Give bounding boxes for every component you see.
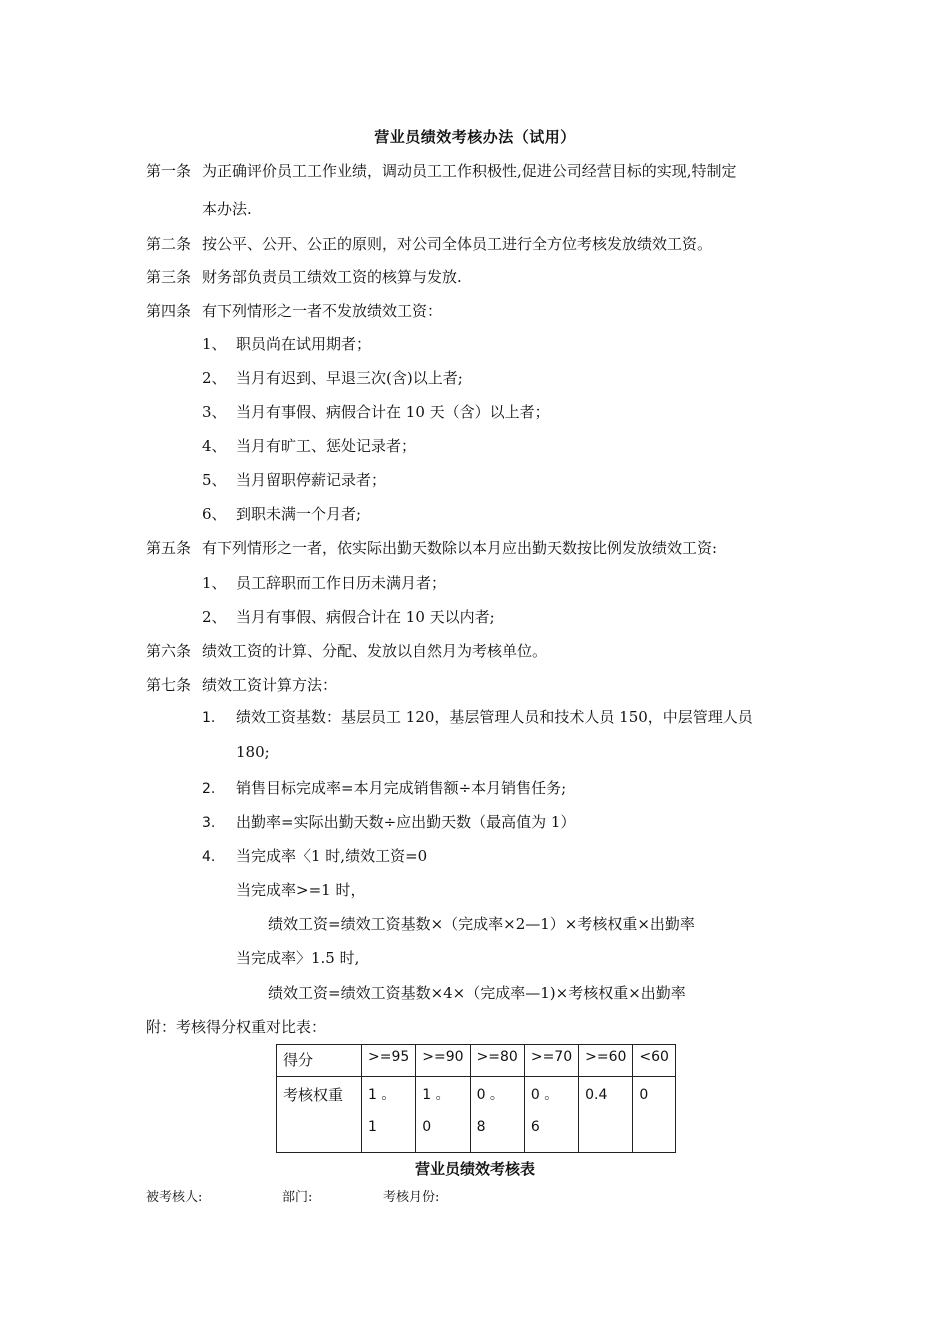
list-item-text: 当月有事假、病假合计在 10 天（含）以上者；	[236, 403, 550, 421]
list-item-number: 3.	[202, 815, 216, 831]
list-item	[202, 401, 550, 422]
list-item	[202, 606, 495, 627]
list-item-continuation: 180;	[236, 743, 270, 761]
table-cell: 0.4	[579, 1077, 633, 1153]
article-text: 绩效工资计算方法：	[202, 676, 338, 694]
list-item-text: 当完成率〈1 时,绩效工资=0	[236, 847, 428, 865]
table-cell: 0 。 8	[470, 1077, 524, 1153]
list-item-number: 4.	[202, 849, 216, 865]
list-item	[202, 845, 427, 866]
formula-text: 绩效工资=绩效工资基数×4×（完成率—1)×考核权重×出勤率	[268, 984, 686, 1002]
article-text: 绩效工资的计算、分配、发放以自然月为考核单位。	[202, 642, 548, 660]
list-item-text: 员工辞职而工作日历未满月者；	[236, 574, 447, 592]
table-cell: 1 。 1	[362, 1077, 416, 1153]
article-4	[146, 300, 442, 321]
list-item-text: 职员尚在试用期者；	[236, 335, 372, 353]
list-item	[202, 777, 566, 798]
list-item-number: 3、	[202, 403, 227, 421]
table-row-label: 考核权重	[277, 1077, 362, 1153]
list-item-text: 当月有旷工、惩处记录者；	[236, 437, 417, 455]
article-text: 财务部负责员工绩效工资的核算与发放.	[202, 268, 462, 286]
appendix-label: 附：考核得分权重对比表：	[146, 1018, 327, 1036]
list-item-number: 1、	[202, 574, 227, 592]
article-7	[146, 674, 337, 695]
table-header-cell: >=95	[362, 1045, 416, 1077]
table-header-cell: >=90	[416, 1045, 470, 1077]
article-label: 第二条	[146, 235, 192, 253]
list-item-number: 1.	[202, 710, 216, 726]
list-item	[202, 572, 446, 593]
table-header-cell: >=70	[524, 1045, 578, 1077]
list-item	[202, 435, 416, 456]
month-label: 考核月份:	[383, 1190, 440, 1205]
list-item	[202, 811, 575, 832]
formula-text: 绩效工资=绩效工资基数×（完成率×2—1）×考核权重×出勤率	[268, 915, 695, 933]
list-item-number: 1、	[202, 335, 227, 353]
article-label: 第一条	[146, 162, 192, 180]
document-title: 营业员绩效考核办法（试用）	[374, 128, 576, 146]
article-2	[146, 233, 712, 254]
table-row	[277, 1077, 676, 1153]
article-text: 有下列情形之一者不发放绩效工资：	[202, 302, 443, 320]
table-header-cell: <60	[633, 1045, 676, 1077]
table-cell: 0 。 6	[524, 1077, 578, 1153]
list-item	[202, 706, 753, 727]
condition-text: 当完成率〉1.5 时,	[236, 949, 360, 967]
article-6	[146, 640, 547, 661]
article-1	[146, 160, 737, 181]
list-item-number: 2.	[202, 781, 216, 797]
article-text: 有下列情形之一者，依实际出勤天数除以本月应出勤天数按比例发放绩效工资:	[202, 539, 718, 557]
table-cell: 0	[633, 1077, 676, 1153]
list-item	[202, 333, 371, 354]
article-label: 第四条	[146, 302, 192, 320]
weight-table	[276, 1044, 676, 1153]
reviewee-label: 被考核人:	[146, 1190, 203, 1205]
article-1-continuation: 本办法.	[202, 200, 252, 218]
department-label: 部门:	[282, 1190, 313, 1205]
form-title: 营业员绩效考核表	[414, 1160, 535, 1178]
table-header-cell: >=60	[579, 1045, 633, 1077]
condition-text: 当完成率>=1 时，	[236, 881, 366, 899]
article-3	[146, 266, 462, 287]
article-text: 为正确评价员工工作业绩，调动员工工作积极性,促进公司经营目标的实现,特制定	[202, 162, 737, 180]
table-header-cell: >=80	[470, 1045, 524, 1077]
table-cell: 1 。 0	[416, 1077, 470, 1153]
list-item-number: 6、	[202, 505, 227, 523]
list-item-text: 当月留职停薪记录者；	[236, 471, 387, 489]
article-label: 第七条	[146, 676, 192, 694]
article-text: 按公平、公开、公正的原则，对公司全体员工进行全方位考核发放绩效工资。	[202, 235, 713, 253]
list-item	[202, 367, 463, 388]
article-5	[146, 537, 717, 558]
article-label: 第六条	[146, 642, 192, 660]
list-item-number: 2、	[202, 608, 227, 626]
article-label: 第五条	[146, 539, 192, 557]
table-header-label: 得分	[277, 1045, 362, 1077]
list-item-text: 销售目标完成率=本月完成销售额÷本月销售任务;	[236, 779, 567, 797]
list-item-number: 5、	[202, 471, 227, 489]
table-row	[277, 1045, 676, 1077]
list-item-text: 当月有事假、病假合计在 10 天以内者;	[236, 608, 495, 626]
article-label: 第三条	[146, 268, 192, 286]
list-item-text: 到职未满一个月者;	[236, 505, 362, 523]
list-item-number: 2、	[202, 369, 227, 387]
list-item-text: 绩效工资基数：基层员工 120，基层管理人员和技术人员 150，中层管理人员	[236, 708, 753, 726]
list-item-number: 4、	[202, 437, 227, 455]
list-item	[202, 469, 386, 490]
list-item-text: 当月有迟到、早退三次(含)以上者;	[236, 369, 463, 387]
list-item-text: 出勤率=实际出勤天数÷应出勤天数（最高值为 1）	[236, 813, 576, 831]
list-item	[202, 503, 361, 524]
